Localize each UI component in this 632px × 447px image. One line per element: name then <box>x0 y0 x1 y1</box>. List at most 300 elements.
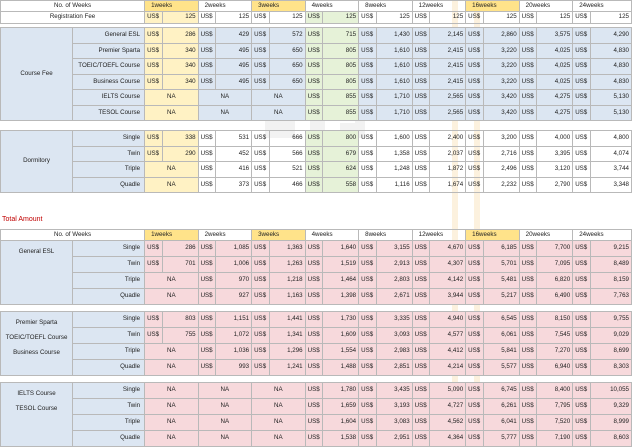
value-cell: 2,951 <box>376 431 412 447</box>
currency-cell: US$ <box>412 273 429 289</box>
currency-cell: US$ <box>466 131 483 147</box>
value-cell: 6,545 <box>483 312 519 328</box>
currency-cell: US$ <box>573 360 590 376</box>
currency-cell: US$ <box>519 241 536 257</box>
currency-cell: US$ <box>145 241 162 257</box>
value-cell: 1,780 <box>323 383 359 399</box>
currency-cell: US$ <box>252 312 269 328</box>
room-type: Twin <box>73 399 145 415</box>
currency-cell: US$ <box>519 344 536 360</box>
currency-cell: US$ <box>573 289 590 305</box>
total-row <box>1 360 632 376</box>
value-cell: NA <box>252 90 306 106</box>
currency-cell: US$ <box>466 90 483 106</box>
room-type: Quadle <box>73 289 145 305</box>
value-cell: 429 <box>216 28 252 44</box>
currency-cell: US$ <box>466 12 483 24</box>
value-cell: 8,999 <box>590 415 631 431</box>
value-cell: 1,640 <box>323 241 359 257</box>
currency-cell: US$ <box>573 383 590 399</box>
currency-cell: US$ <box>359 177 376 193</box>
currency-cell: US$ <box>305 328 322 344</box>
currency-cell: US$ <box>519 431 536 447</box>
value-cell: 2,415 <box>430 74 466 90</box>
currency-cell: US$ <box>305 12 322 24</box>
header-row <box>1 1 632 12</box>
currency-cell: US$ <box>359 74 376 90</box>
currency-cell: US$ <box>573 162 590 178</box>
value-cell: 4,074 <box>590 146 631 162</box>
currency-cell: US$ <box>252 131 269 147</box>
value-cell: 558 <box>323 177 359 193</box>
course-group-name: IELTS Course <box>17 390 56 397</box>
course-fee-group-label: Course Fee <box>1 28 73 121</box>
course-name: Business Course <box>73 74 145 90</box>
currency-cell: US$ <box>466 28 483 44</box>
currency-cell: US$ <box>412 12 429 24</box>
currency-cell: US$ <box>573 43 590 59</box>
value-cell: 1,519 <box>323 257 359 273</box>
value-cell: 3,120 <box>537 162 573 178</box>
currency-cell: US$ <box>573 28 590 44</box>
value-cell: 650 <box>269 43 305 59</box>
week-header: 2weeks <box>198 1 252 12</box>
currency-cell: US$ <box>305 146 322 162</box>
currency-cell: US$ <box>198 28 215 44</box>
value-cell: 855 <box>323 90 359 106</box>
currency-cell: US$ <box>466 383 483 399</box>
value-cell: 572 <box>269 28 305 44</box>
currency-cell: US$ <box>359 59 376 75</box>
value-cell: 1,296 <box>269 344 305 360</box>
currency-cell: US$ <box>198 344 215 360</box>
currency-cell: US$ <box>573 241 590 257</box>
value-cell: 340 <box>162 59 198 75</box>
value-cell: 993 <box>216 360 252 376</box>
value-cell: 6,820 <box>537 273 573 289</box>
value-cell: 4,214 <box>430 360 466 376</box>
currency-cell: US$ <box>305 177 322 193</box>
value-cell: NA <box>252 105 306 121</box>
currency-cell: US$ <box>145 328 162 344</box>
currency-cell: US$ <box>466 162 483 178</box>
currency-cell: US$ <box>573 273 590 289</box>
currency-cell: US$ <box>305 59 322 75</box>
value-cell: NA <box>145 90 199 106</box>
value-cell: 1,358 <box>376 146 412 162</box>
currency-cell: US$ <box>198 241 215 257</box>
value-cell: NA <box>252 415 306 431</box>
room-type: Triple <box>73 162 145 178</box>
currency-cell: US$ <box>519 273 536 289</box>
value-cell: 1,710 <box>376 105 412 121</box>
value-cell: 5,130 <box>590 105 631 121</box>
value-cell: 4,025 <box>537 59 573 75</box>
value-cell: 7,270 <box>537 344 573 360</box>
value-cell: 1,554 <box>323 344 359 360</box>
currency-cell: US$ <box>412 241 429 257</box>
value-cell: 531 <box>216 131 252 147</box>
currency-cell: US$ <box>198 74 215 90</box>
value-cell: 7,763 <box>590 289 631 305</box>
currency-cell: US$ <box>412 344 429 360</box>
total-row <box>1 257 632 273</box>
currency-cell: US$ <box>305 415 322 431</box>
week-header: 16weeks <box>466 230 520 241</box>
course-group-label <box>1 241 73 305</box>
value-cell: 466 <box>269 177 305 193</box>
currency-cell: US$ <box>359 289 376 305</box>
course-fee-row <box>1 74 632 90</box>
value-cell: 1,604 <box>323 415 359 431</box>
value-cell: 340 <box>162 74 198 90</box>
currency-cell: US$ <box>252 59 269 75</box>
value-cell: 8,603 <box>590 431 631 447</box>
currency-cell: US$ <box>359 28 376 44</box>
currency-cell: US$ <box>359 146 376 162</box>
value-cell: NA <box>252 399 306 415</box>
value-cell: NA <box>198 399 252 415</box>
spacer-row <box>1 121 632 131</box>
value-cell: 4,412 <box>430 344 466 360</box>
week-header: 2weeks <box>198 230 252 241</box>
currency-cell: US$ <box>198 146 215 162</box>
value-cell: 8,400 <box>537 383 573 399</box>
value-cell: 855 <box>323 105 359 121</box>
room-type: Twin <box>73 257 145 273</box>
value-cell: 1,464 <box>323 273 359 289</box>
week-header: 24weeks <box>573 1 632 12</box>
value-cell: 4,940 <box>430 312 466 328</box>
currency-cell: US$ <box>412 415 429 431</box>
currency-cell: US$ <box>519 328 536 344</box>
currency-cell: US$ <box>466 273 483 289</box>
currency-cell: US$ <box>466 146 483 162</box>
value-cell: 4,275 <box>537 105 573 121</box>
currency-cell: US$ <box>412 146 429 162</box>
value-cell: 4,275 <box>537 90 573 106</box>
value-cell: 2,803 <box>376 273 412 289</box>
currency-cell: US$ <box>412 74 429 90</box>
week-header: 20weeks <box>519 230 573 241</box>
value-cell: NA <box>145 289 199 305</box>
value-cell: 715 <box>323 28 359 44</box>
value-cell: 340 <box>162 43 198 59</box>
dormitory-row <box>1 146 632 162</box>
currency-cell: US$ <box>145 28 162 44</box>
value-cell: 286 <box>162 28 198 44</box>
value-cell: 2,145 <box>430 28 466 44</box>
value-cell: 3,200 <box>483 131 519 147</box>
value-cell: 1,610 <box>376 43 412 59</box>
value-cell: 2,400 <box>430 131 466 147</box>
currency-cell: US$ <box>573 344 590 360</box>
currency-cell: US$ <box>412 90 429 106</box>
currency-cell: US$ <box>198 177 215 193</box>
week-header: 1weeks <box>145 230 199 241</box>
currency-cell: US$ <box>466 289 483 305</box>
currency-cell: US$ <box>252 241 269 257</box>
value-cell: 125 <box>269 12 305 24</box>
value-cell: 6,940 <box>537 360 573 376</box>
total-amount-table <box>0 229 632 447</box>
currency-cell: US$ <box>573 257 590 273</box>
value-cell: NA <box>252 383 306 399</box>
currency-cell: US$ <box>359 383 376 399</box>
weeks-header-label: No. of Weeks <box>1 1 145 12</box>
currency-cell: US$ <box>198 328 215 344</box>
currency-cell: US$ <box>412 431 429 447</box>
course-group-label <box>1 312 73 376</box>
value-cell: 2,565 <box>430 105 466 121</box>
value-cell: 4,025 <box>537 74 573 90</box>
value-cell: 1,430 <box>376 28 412 44</box>
currency-cell: US$ <box>252 146 269 162</box>
currency-cell: US$ <box>573 177 590 193</box>
value-cell: 3,348 <box>590 177 631 193</box>
value-cell: 1,116 <box>376 177 412 193</box>
currency-cell: US$ <box>466 431 483 447</box>
currency-cell: US$ <box>198 131 215 147</box>
currency-cell: US$ <box>466 360 483 376</box>
value-cell: 1,488 <box>323 360 359 376</box>
value-cell: 290 <box>162 146 198 162</box>
value-cell: 927 <box>216 289 252 305</box>
course-group-name: TESOL Course <box>15 405 58 412</box>
currency-cell: US$ <box>198 12 215 24</box>
value-cell: 125 <box>162 12 198 24</box>
room-type: Triple <box>73 344 145 360</box>
spacer-row <box>1 305 632 312</box>
value-cell: 3,193 <box>376 399 412 415</box>
currency-cell: US$ <box>466 399 483 415</box>
value-cell: 1,363 <box>269 241 305 257</box>
total-row <box>1 312 632 328</box>
currency-cell: US$ <box>519 59 536 75</box>
value-cell: 7,190 <box>537 431 573 447</box>
value-cell: 495 <box>216 43 252 59</box>
currency-cell: US$ <box>412 312 429 328</box>
value-cell: 1,218 <box>269 273 305 289</box>
total-row <box>1 399 632 415</box>
currency-cell: US$ <box>252 177 269 193</box>
total-row <box>1 273 632 289</box>
currency-cell: US$ <box>305 43 322 59</box>
currency-cell: US$ <box>359 399 376 415</box>
currency-cell: US$ <box>145 59 162 75</box>
currency-cell: US$ <box>198 59 215 75</box>
value-cell: 1,241 <box>269 360 305 376</box>
value-cell: 2,851 <box>376 360 412 376</box>
currency-cell: US$ <box>145 312 162 328</box>
value-cell: 701 <box>162 257 198 273</box>
currency-cell: US$ <box>252 28 269 44</box>
value-cell: 3,220 <box>483 74 519 90</box>
currency-cell: US$ <box>573 59 590 75</box>
currency-cell: US$ <box>412 360 429 376</box>
room-type: Triple <box>73 415 145 431</box>
currency-cell: US$ <box>519 162 536 178</box>
value-cell: NA <box>145 360 199 376</box>
value-cell: 5,217 <box>483 289 519 305</box>
value-cell: 7,095 <box>537 257 573 273</box>
week-header: 16weeks <box>466 1 520 12</box>
total-row <box>1 383 632 399</box>
value-cell: 805 <box>323 74 359 90</box>
week-header: 1weeks <box>145 1 199 12</box>
value-cell: 1,441 <box>269 312 305 328</box>
value-cell: 8,699 <box>590 344 631 360</box>
value-cell: 650 <box>269 59 305 75</box>
value-cell: 9,755 <box>590 312 631 328</box>
value-cell: 1,610 <box>376 59 412 75</box>
currency-cell: US$ <box>466 312 483 328</box>
value-cell: 4,830 <box>590 59 631 75</box>
value-cell: 4,025 <box>537 43 573 59</box>
currency-cell: US$ <box>412 59 429 75</box>
value-cell: 2,415 <box>430 59 466 75</box>
value-cell: NA <box>252 431 306 447</box>
value-cell: 7,700 <box>537 241 573 257</box>
value-cell: 1,710 <box>376 90 412 106</box>
currency-cell: US$ <box>573 131 590 147</box>
value-cell: 3,420 <box>483 105 519 121</box>
value-cell: 5,577 <box>483 360 519 376</box>
currency-cell: US$ <box>198 360 215 376</box>
total-row <box>1 241 632 257</box>
value-cell: 1,085 <box>216 241 252 257</box>
value-cell: 5,701 <box>483 257 519 273</box>
value-cell: 3,093 <box>376 328 412 344</box>
value-cell: 1,036 <box>216 344 252 360</box>
currency-cell: US$ <box>466 43 483 59</box>
value-cell: 1,248 <box>376 162 412 178</box>
value-cell: 800 <box>323 131 359 147</box>
value-cell: 9,329 <box>590 399 631 415</box>
course-name: General ESL <box>73 28 145 44</box>
week-header: 12weeks <box>412 230 466 241</box>
dormitory-row <box>1 177 632 193</box>
value-cell: 10,055 <box>590 383 631 399</box>
currency-cell: US$ <box>198 273 215 289</box>
value-cell: 2,860 <box>483 28 519 44</box>
value-cell: NA <box>198 90 252 106</box>
currency-cell: US$ <box>252 43 269 59</box>
value-cell: 803 <box>162 312 198 328</box>
value-cell: 521 <box>269 162 305 178</box>
currency-cell: US$ <box>519 360 536 376</box>
currency-cell: US$ <box>412 43 429 59</box>
value-cell: 1,538 <box>323 431 359 447</box>
currency-cell: US$ <box>198 162 215 178</box>
course-name: TESOL Course <box>73 105 145 121</box>
week-header: 3weeks <box>252 230 306 241</box>
currency-cell: US$ <box>519 383 536 399</box>
course-fee-row <box>1 43 632 59</box>
value-cell: 5,090 <box>430 383 466 399</box>
value-cell: 6,061 <box>483 328 519 344</box>
week-header: 12weeks <box>412 1 466 12</box>
currency-cell: US$ <box>359 90 376 106</box>
currency-cell: US$ <box>519 90 536 106</box>
currency-cell: US$ <box>305 90 322 106</box>
registration-row <box>1 12 632 24</box>
value-cell: 3,944 <box>430 289 466 305</box>
currency-cell: US$ <box>252 360 269 376</box>
week-header: 8weeks <box>359 230 413 241</box>
currency-cell: US$ <box>573 328 590 344</box>
currency-cell: US$ <box>519 12 536 24</box>
value-cell: 3,395 <box>537 146 573 162</box>
value-cell: 9,029 <box>590 328 631 344</box>
currency-cell: US$ <box>573 74 590 90</box>
value-cell: 416 <box>216 162 252 178</box>
value-cell: 6,745 <box>483 383 519 399</box>
value-cell: 4,577 <box>430 328 466 344</box>
currency-cell: US$ <box>305 289 322 305</box>
currency-cell: US$ <box>519 146 536 162</box>
value-cell: 1,341 <box>269 328 305 344</box>
value-cell: 1,610 <box>376 74 412 90</box>
value-cell: 2,496 <box>483 162 519 178</box>
currency-cell: US$ <box>359 344 376 360</box>
currency-cell: US$ <box>519 28 536 44</box>
course-group-name: General ESL <box>18 248 55 255</box>
dormitory-group-label: Dormitory <box>1 131 73 193</box>
value-cell: 1,163 <box>269 289 305 305</box>
value-cell: 666 <box>269 131 305 147</box>
value-cell: 495 <box>216 59 252 75</box>
currency-cell: US$ <box>412 289 429 305</box>
currency-cell: US$ <box>305 28 322 44</box>
value-cell: NA <box>145 344 199 360</box>
currency-cell: US$ <box>412 131 429 147</box>
currency-cell: US$ <box>305 383 322 399</box>
currency-cell: US$ <box>573 12 590 24</box>
currency-cell: US$ <box>305 131 322 147</box>
value-cell: 3,575 <box>537 28 573 44</box>
currency-cell: US$ <box>305 257 322 273</box>
value-cell: 3,083 <box>376 415 412 431</box>
currency-cell: US$ <box>305 312 322 328</box>
currency-cell: US$ <box>145 146 162 162</box>
value-cell: 2,565 <box>430 90 466 106</box>
room-type: Quadle <box>73 431 145 447</box>
value-cell: 624 <box>323 162 359 178</box>
total-row <box>1 415 632 431</box>
currency-cell: US$ <box>359 131 376 147</box>
value-cell: 1,263 <box>269 257 305 273</box>
currency-cell: US$ <box>412 399 429 415</box>
currency-cell: US$ <box>412 328 429 344</box>
value-cell: 1,600 <box>376 131 412 147</box>
currency-cell: US$ <box>145 131 162 147</box>
value-cell: NA <box>198 383 252 399</box>
value-cell: 805 <box>323 43 359 59</box>
value-cell: 1,872 <box>430 162 466 178</box>
currency-cell: US$ <box>412 177 429 193</box>
value-cell: 8,303 <box>590 360 631 376</box>
value-cell: 125 <box>323 12 359 24</box>
weeks-header-label: No. of Weeks <box>1 230 145 241</box>
currency-cell: US$ <box>359 360 376 376</box>
value-cell: 4,830 <box>590 43 631 59</box>
course-name: IELTS Course <box>73 90 145 106</box>
currency-cell: US$ <box>466 59 483 75</box>
week-header: 24weeks <box>573 230 632 241</box>
currency-cell: US$ <box>198 257 215 273</box>
total-row <box>1 344 632 360</box>
